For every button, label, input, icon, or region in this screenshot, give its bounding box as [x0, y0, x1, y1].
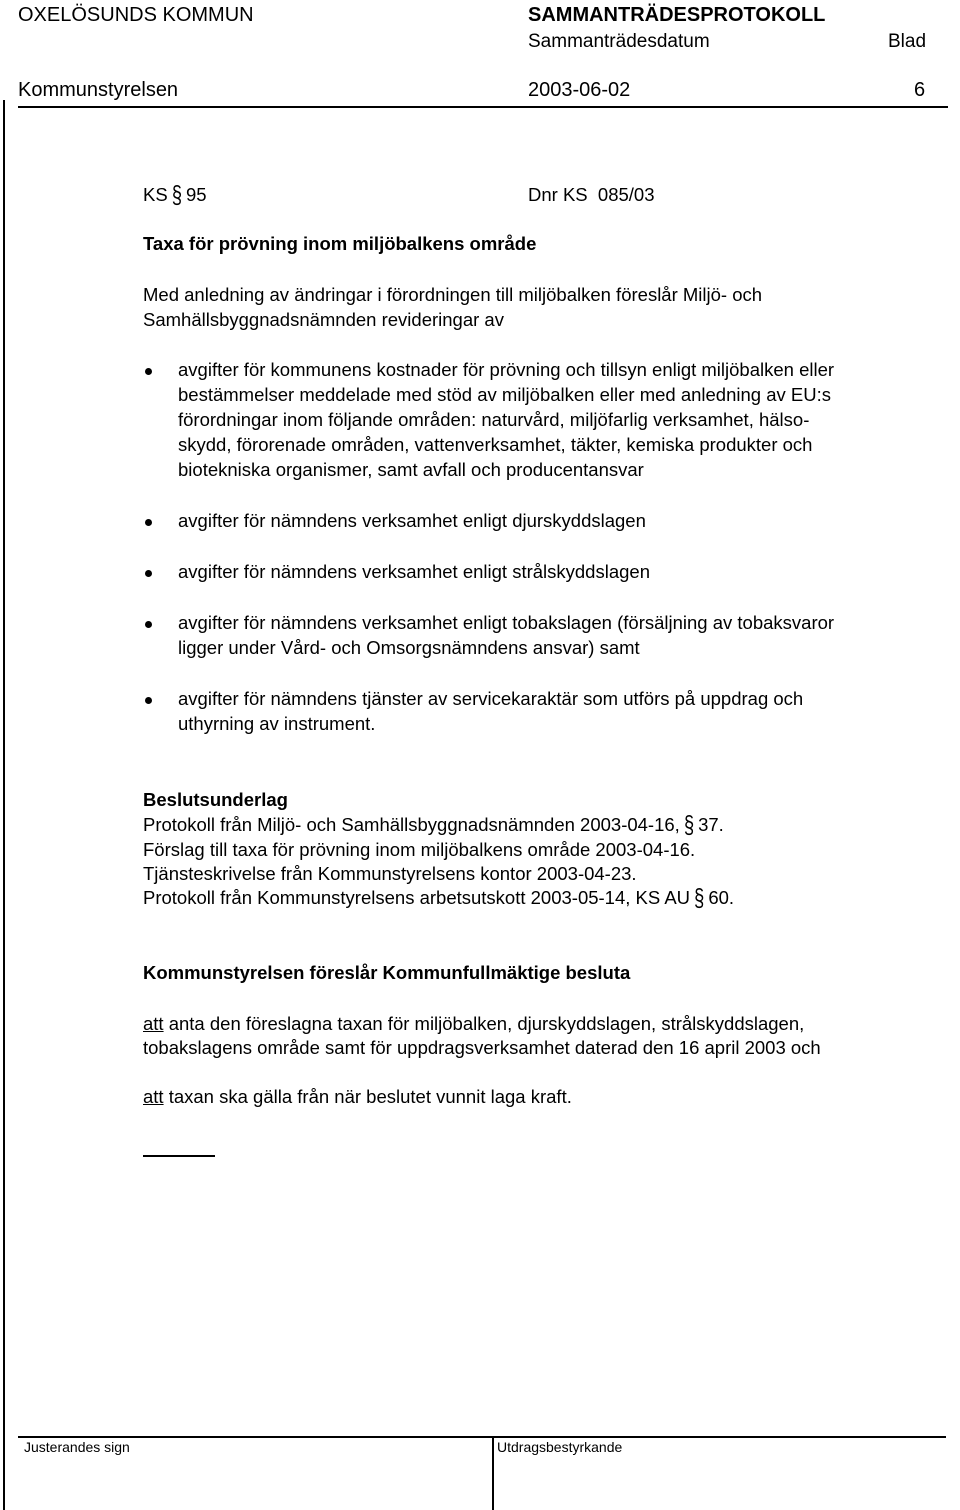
- decision-item-2-text: taxan ska gälla från när beslutet vunnit laga kraft.: [163, 1086, 572, 1107]
- section-sign: §: [171, 180, 182, 209]
- decision-heading: Kommunstyrelsen föreslår Kommunfullmäktige besluta: [143, 962, 631, 983]
- page-number: 6: [914, 79, 926, 101]
- document-type: SAMMANTRÄDESPROTOKOLL: [528, 4, 826, 26]
- bullet-2-line-1: avgifter för nämndens verksamhet enligt djurskyddslagen: [178, 510, 646, 531]
- decision-item-2: [143, 1084, 572, 1110]
- end-rule: [143, 1155, 215, 1157]
- page-label: Blad: [888, 31, 927, 52]
- intro-line-1: Med anledning av ändringar i förordningen till miljöbalken föreslår Miljö- och: [143, 284, 763, 305]
- section-sign: §: [683, 810, 695, 839]
- basis-line-4-text: Protokoll från Kommunstyrelsens arbetsutskott 2003-05-14, KS AU: [143, 887, 691, 908]
- bullet-1-line-4: skydd, förorenade områden, vattenverksamhet, täkter, kemiska produkter och: [178, 434, 813, 455]
- basis-line-1: [143, 812, 724, 838]
- case-number-value: 95: [185, 184, 207, 205]
- section-sign: §: [694, 883, 705, 912]
- bullet-dot: [145, 368, 152, 375]
- att-word: att: [143, 1086, 164, 1107]
- case-id-prefix: KS: [143, 184, 168, 205]
- basis-line-4: [143, 885, 734, 911]
- decision-item-1-text: anta den föreslagna taxan för miljöbalken, djurskyddslagen, strålskyddslagen,: [163, 1013, 805, 1034]
- meeting-date: 2003-06-02: [528, 79, 631, 101]
- left-margin-rule: [3, 100, 5, 1510]
- basis-line-1-number: 37.: [698, 814, 724, 835]
- bullet-1-line-5: biotekniska organismer, samt avfall och producentansvar: [178, 459, 644, 480]
- header-rule: [18, 106, 948, 108]
- bullet-4-line-2: ligger under Vård- och Omsorgsnämndens ansvar) samt: [178, 637, 640, 658]
- basis-line-4-number: 60.: [708, 887, 735, 908]
- bullet-dot: [145, 570, 152, 577]
- certification-label: Utdragsbestyrkande: [497, 1439, 623, 1455]
- bullet-dot: [145, 621, 152, 628]
- decision-item-1-line-2: tobakslagens område samt för uppdragsverksamhet daterad den 16 april 2003 och: [143, 1037, 821, 1058]
- bullet-4-line-1: avgifter för nämndens verksamhet enligt tobakslagen (försäljning av tobaksvaror: [178, 612, 835, 633]
- intro-line-2: Samhällsbyggnadsnämnden revideringar av: [143, 309, 504, 330]
- diary-number: Dnr KS 085/03: [528, 184, 655, 205]
- case-number: [143, 182, 207, 208]
- basis-line-3: Tjänsteskrivelse från Kommunstyrelsens kontor 2003-04-23.: [143, 863, 637, 884]
- footer-divider: [492, 1436, 494, 1510]
- bullet-3-line-1: avgifter för nämndens verksamhet enligt strålskyddslagen: [178, 561, 650, 582]
- municipality-name: OXELÖSUNDS KOMMUN: [18, 4, 254, 26]
- bullet-1-line-2: bestämmelser meddelade med stöd av miljöbalken eller med anledning av EU:s: [178, 384, 831, 405]
- meeting-date-label: Sammanträdesdatum: [528, 31, 710, 52]
- basis-line-2: Förslag till taxa för prövning inom miljöbalkens område 2003-04-16.: [143, 839, 696, 860]
- bullet-5-line-1: avgifter för nämndens tjänster av servicekaraktär som utförs på uppdrag och: [178, 688, 804, 709]
- bullet-dot: [145, 697, 152, 704]
- bullet-dot: [145, 519, 152, 526]
- case-title: Taxa för prövning inom miljöbalkens område: [143, 233, 537, 254]
- att-word: att: [143, 1013, 164, 1034]
- bullet-1-line-1: avgifter för kommunens kostnader för prövning och tillsyn enligt miljöbalken eller: [178, 359, 835, 380]
- signature-label: Justerandes sign: [24, 1439, 130, 1455]
- basis-line-1-text: Protokoll från Miljö- och Samhällsbyggnadsnämnden 2003-04-16,: [143, 814, 680, 835]
- body-name: Kommunstyrelsen: [18, 79, 179, 101]
- decision-item-1-line-1: [143, 1011, 804, 1037]
- bullet-1-line-3: förordningar inom följande områden: naturvård, miljöfarlig verksamhet, hälso-: [178, 409, 810, 430]
- basis-heading: Beslutsunderlag: [143, 789, 288, 810]
- bullet-5-line-2: uthyrning av instrument.: [178, 713, 376, 734]
- footer-rule: [18, 1436, 946, 1438]
